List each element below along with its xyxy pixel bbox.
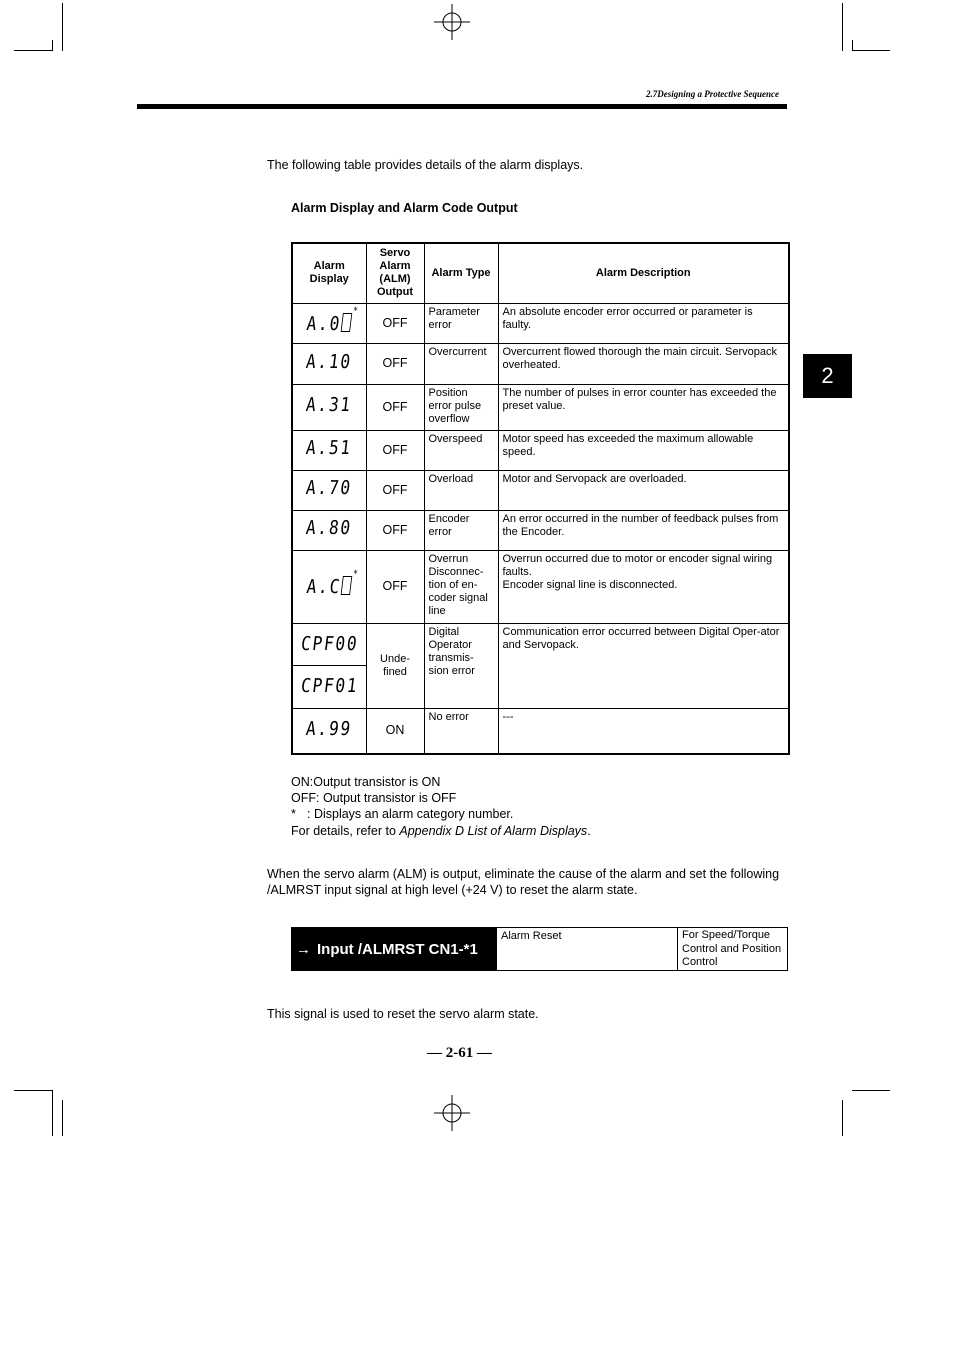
- header-alarm-description: Alarm Description: [498, 243, 789, 303]
- intro-text: The following table provides details of the alarm displays.: [267, 158, 584, 172]
- alarm-display-cell: A.70: [292, 470, 366, 510]
- note-off: OFF: Output transistor is OFF: [291, 791, 457, 806]
- alm-output-cell: OFF: [366, 343, 424, 384]
- signal-label: → Input /ALMRST CN1-*1: [292, 928, 497, 970]
- alarm-description-line: Encoder signal line is disconnected.: [502, 578, 678, 591]
- alarm-type-cell: Position error pulse overflow: [424, 384, 498, 430]
- crop-mark: [52, 1090, 53, 1136]
- signal-applies: For Speed/Torque Control and Position Control: [677, 928, 787, 970]
- crop-mark: [842, 3, 843, 51]
- alarm-display-cell: A.0 *: [292, 303, 366, 343]
- crop-mark: [62, 1100, 63, 1136]
- alarm-type-cell: No error: [424, 708, 498, 754]
- alarm-display-cell: [292, 623, 366, 708]
- registration-mark-icon: [434, 1095, 470, 1131]
- alarm-type-cell: Overload: [424, 470, 498, 510]
- signal-name: Alarm Reset: [501, 930, 562, 942]
- crop-mark: [842, 1100, 843, 1136]
- alarm-table: [291, 242, 790, 755]
- alarm-display-cell: A.10: [292, 343, 366, 384]
- header-alarm-display: Alarm Display: [292, 243, 366, 303]
- table-header-row: [292, 243, 789, 303]
- alm-output-cell: ON: [366, 708, 424, 754]
- table-notes: [291, 774, 591, 839]
- alm-output-cell: OFF: [366, 430, 424, 470]
- alarm-description-cell: Motor speed has exceeded the maximum allowable speed.: [498, 430, 789, 470]
- alarm-description-cell: The number of pulses in error counter has exceeded the preset value.: [498, 384, 789, 430]
- note-on: ON:Output transistor is ON: [291, 775, 441, 789]
- arrow-icon: →: [296, 940, 311, 958]
- alarm-display-cell: A.C *: [292, 550, 366, 623]
- table-row: [292, 510, 789, 550]
- running-header: 2.7Designing a Protective Sequence: [646, 89, 779, 99]
- crop-mark: [852, 50, 890, 51]
- alarm-display-cell: A.51: [292, 430, 366, 470]
- crop-mark: [52, 40, 53, 51]
- alm-output-cell: OFF: [366, 470, 424, 510]
- registration-mark-icon: [434, 4, 470, 40]
- alarm-display-cell: A.31: [292, 384, 366, 430]
- signal-box: [291, 927, 788, 971]
- alarm-description-cell: [498, 550, 789, 623]
- note-star: * : Displays an alarm category number.: [291, 807, 514, 822]
- chapter-tab: 2: [803, 354, 852, 398]
- alarm-type-cell: Overspeed: [424, 430, 498, 470]
- alarm-description-cell: ---: [498, 708, 789, 754]
- alarm-type-cell: Overcurrent: [424, 343, 498, 384]
- alm-output-cell: Unde-fined: [366, 623, 424, 708]
- alarm-description-cell: An absolute encoder error occurred or parameter is faulty.: [498, 303, 789, 343]
- page-number: — 2-61 —: [427, 1045, 492, 1061]
- note-reference: For details, refer to Appendix D List of Alarm Displays.: [291, 823, 591, 838]
- crop-mark: [14, 1090, 52, 1091]
- alarm-type-cell: Parameter error: [424, 303, 498, 343]
- alarm-description-cell: An error occurred in the number of feedback pulses from the Encoder.: [498, 510, 789, 550]
- alm-output-cell: OFF: [366, 303, 424, 343]
- alarm-description-line: Overrun occurred due to motor or encoder signal wiring faults.: [502, 552, 773, 578]
- header-alm-output: Servo Alarm (ALM) Output: [366, 243, 424, 303]
- outro-text: This signal is used to reset the servo alarm state.: [267, 1007, 539, 1021]
- header-rule: [137, 104, 787, 109]
- table-row: [292, 623, 789, 708]
- alarm-display-cell: A.80: [292, 510, 366, 550]
- alm-output-cell: OFF: [366, 384, 424, 430]
- table-row: [292, 430, 789, 470]
- alarm-display-cell: A.99: [292, 708, 366, 754]
- alm-output-cell: OFF: [366, 550, 424, 623]
- header-alarm-type: Alarm Type: [424, 243, 498, 303]
- appendix-reference: Appendix D List of Alarm Displays: [399, 823, 588, 838]
- alarm-type-cell: Encoder error: [424, 510, 498, 550]
- table-row: [292, 470, 789, 510]
- table-row: [292, 384, 789, 430]
- cpf00-display: CPF00: [299, 632, 360, 655]
- cpf01-display: CPF01: [299, 675, 360, 697]
- table-title: Alarm Display and Alarm Code Output: [291, 201, 518, 215]
- alm-output-cell: OFF: [366, 510, 424, 550]
- alarm-description-cell: Communication error occurred between Digital Oper-ator and Servopack.: [498, 623, 789, 708]
- table-row: [292, 343, 789, 384]
- crop-mark: [62, 3, 63, 51]
- crop-mark: [852, 1090, 890, 1091]
- body-paragraph: When the servo alarm (ALM) is output, eliminate the cause of the alarm and set the following /ALMRST input signal at high level (+24 V) to reset the alarm state.: [267, 867, 780, 897]
- alarm-type-cell: Overrun Disconnec-tion of en-coder signal line: [424, 550, 498, 623]
- table-row: [292, 303, 789, 343]
- crop-mark: [852, 40, 853, 51]
- table-row: [292, 550, 789, 623]
- alarm-description-cell: Motor and Servopack are overloaded.: [498, 470, 789, 510]
- alarm-description-cell: Overcurrent flowed thorough the main circuit. Servopack overheated.: [498, 343, 789, 384]
- crop-mark: [14, 50, 52, 51]
- table-row: [292, 708, 789, 754]
- alarm-type-cell: Digital Operator transmis-sion error: [424, 623, 498, 708]
